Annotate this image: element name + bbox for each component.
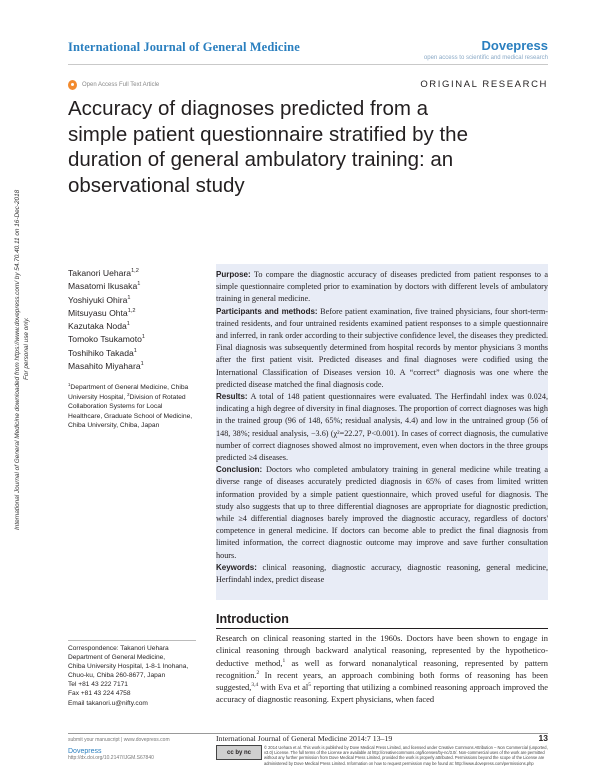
author-affil-sup: 1,2 [127, 308, 136, 315]
results-label: Results: [216, 392, 248, 402]
keywords-label: Keywords: [216, 562, 257, 572]
author-affil-sup: 1,2 [131, 268, 139, 275]
header-rule [68, 64, 548, 65]
introduction-heading: Introduction [216, 612, 289, 626]
intro-text-1: Research on clinical reasoning started in the 1960s. Doctors have been shown to engage in clinical reasoning through backward analytical reasoning, represented by the hypothetico-deductive method, [216, 633, 548, 668]
affil-text-2: Division of Rotated Collaboration Systems for Local Healthcare, Graduate School of Medicine, Chiba University, Chiba, Japan [68, 393, 193, 429]
correspondence-hospital: Chiba University Hospital, 1-8-1 Inohana, [68, 663, 189, 671]
author-name: Yoshiyuki Ohira [68, 294, 128, 305]
author-name: Masahito Miyahara [68, 361, 141, 372]
abstract-participants [216, 306, 548, 391]
abstract-conclusion [216, 464, 548, 562]
author-name: Tomoko Tsukamoto [68, 334, 142, 345]
author-item [68, 347, 145, 360]
abstract-keywords [216, 562, 548, 586]
correspondence-city: Chuo-ku, Chiba 260-8677, Japan [68, 672, 166, 680]
author-affil-sup: 1 [126, 321, 130, 328]
footer-publisher [68, 748, 154, 761]
author-item [68, 333, 145, 346]
intro-text-5: reporting that utilizing a combined reasoning approach improved the accuracy of diagnostic reasoning. Expert physicians, when faced [216, 682, 549, 705]
cc-license-badge[interactable]: cc by nc [216, 745, 262, 760]
purpose-text: To compare the diagnostic accuracy of diseases predicted from patient responses to a simple questionnaire completed prior to examination by doctors with different levels of ambulatory training in general medicine. [216, 270, 548, 304]
intro-text-4: with Eva et al [258, 682, 309, 693]
correspondence [68, 644, 208, 708]
introduction-body [216, 632, 548, 706]
submit-link[interactable]: submit your manuscript | www.dovepress.com [68, 737, 170, 743]
participants-text: Before patient examination, five trained physicians, four short-term-trained residents, and four untrained residents examined patient responses to a simple questionnaire and inferred, in rank order according to their subjective confidence level, the diseases they predicted. Final diagnosis was subsequently determined from hospital records by mentor physicians 3 months after the first patient visit. Predicted diseases and final diagnoses were codified using the International Classification of Diseases version 10. A “correct” diagnosis was one where the predicted disease matched the final diagnosis code. [216, 306, 548, 389]
introduction-rule [216, 628, 548, 629]
author-item [68, 294, 145, 307]
author-affil-sup: 1 [127, 294, 131, 301]
author-name: Takanori Uehara [68, 268, 132, 278]
intro-ref-4[interactable]: 5 [308, 682, 312, 689]
correspondence-dept: Department of General Medicine, [68, 654, 166, 662]
correspondence-name: Correspondence: Takanori Uehara [68, 645, 169, 652]
affil-sup-1: 1 [68, 381, 71, 387]
intro-text-3: In recent years, an approach combining both forms of reasoning has been suggested, [216, 669, 548, 693]
author-item [68, 360, 145, 373]
author-affil-sup: 1 [140, 361, 144, 368]
abstract-purpose [216, 269, 548, 306]
author-name: Mitsuyasu Ohta [68, 307, 128, 318]
publisher-logo [482, 38, 548, 53]
open-access-label: Open Access Full Text Article [82, 82, 160, 88]
download-note [4, 140, 30, 540]
abstract-results [216, 391, 548, 464]
participants-label: Participants and methods: [216, 306, 318, 316]
affiliations [68, 383, 196, 431]
intro-ref-3[interactable]: 3,4 [251, 682, 259, 689]
conclusion-label: Conclusion: [216, 465, 263, 475]
correspondence-tel: Tel +81 43 222 7171 [68, 681, 128, 689]
open-access-badge [68, 80, 159, 90]
author-item [68, 307, 145, 320]
footer-doi[interactable]: http://dx.doi.org/10.2147/IJGM.S67840 [68, 755, 154, 761]
abstract-box [216, 264, 548, 600]
author-name: Kazutaka Noda [68, 321, 127, 332]
results-text: A total of 148 patient questionnaires were evaluated. The Herfindahl index was 0.024, indicating a high degree of diversity in final diagnoses. The proportion of correct diagnoses was high in the trained group (96 of 148, 65%; residual analysis, 4.4) and low in the untrained group (56 of 148, 38%; residual analysis, −3.6) (χ²=22.27, P<0.001). In cases of correct diagnosis, the cumulative number of correct diagnoses showed almost no improvement, even when doctors in the three groups predicted ≥4 diseases. [216, 392, 548, 463]
author-affil-sup: 1 [141, 334, 145, 341]
affil-text-1: Department of General Medicine, Chiba University Hospital, [68, 384, 189, 401]
download-note-line1: International Journal of General Medicine downloaded from https://www.dovepress.com/ by 54.70.40.11 on 16-Dec-2018 [14, 189, 21, 530]
correspondence-email[interactable]: Email takanori.u@nifty.com [68, 699, 148, 707]
intro-ref-2[interactable]: 2 [256, 670, 260, 677]
author-item [68, 280, 145, 293]
open-access-icon [68, 80, 77, 90]
author-item [68, 320, 145, 333]
author-affil-sup: 1 [137, 281, 141, 288]
purpose-label: Purpose: [216, 270, 251, 279]
publisher-tagline: open access to scientific and medical research [423, 55, 548, 61]
keywords-text: clinical reasoning, diagnostic accuracy, diagnostic reasoning, general medicine, Herfindahl index, predict disease [216, 562, 548, 585]
footer-citation: International Journal of General Medicine 2014:7 13–19 [216, 734, 393, 743]
download-note-line2: For personal use only. [23, 317, 30, 380]
conclusion-text: Doctors who completed ambulatory training in general medicine while treating a diverse range of diseases accurately predicted diagnosis in 65% of cases from limited written information provided by a simple patient questionnaire, which proved useful for diagnosis. The study also suggests that up to three differential diagnoses are appropriate for diagnostic prediction, while ≥4 differential diagnoses barely improved the diagnostic accuracy, regardless of doctors' competence in general medicine. If doctors can become able to predict the final diagnosis from limited information, the correct diagnostic outcome may improve and save further consultation hours. [216, 465, 548, 560]
author-list [68, 267, 145, 373]
author-item [68, 267, 145, 280]
author-affil-sup: 1 [133, 347, 137, 354]
intro-ref-1[interactable]: 1 [282, 657, 286, 664]
affil-sup-2: 2 [127, 391, 130, 397]
correspondence-rule [68, 640, 196, 641]
publisher-name: Dovepress [481, 38, 548, 53]
article-title: Accuracy of diagnoses predicted from a simple patient questionnaire stratified by the duration of general ambulatory training: an observational study [68, 97, 468, 197]
license-text: © 2014 Uehara et al. This work is published by Dove Medical Press Limited, and licensed under Creative Commons Attribution – Non Commercial (unported, v3.0) License. The full terms of the License are available at http://creativecommons.org/licenses/by-nc/3.0/. Non-commercial uses of the work are permitted without any further permission from Dove Medical Press Limited, provided the work is properly attributed. Permissions beyond the scope of the License are administered by Dove Medical Press Limited. Information on how to request permission may be found at: http://www.dovepress.com/permissions.php [264, 745, 548, 766]
article-type: ORIGINAL RESEARCH [420, 79, 548, 90]
correspondence-fax: Fax +81 43 224 4758 [68, 690, 131, 698]
page-number: 13 [538, 733, 548, 743]
author-name: Masatomi Ikusaka [68, 281, 138, 292]
author-name: Toshihiko Takada [68, 347, 134, 358]
intro-text-2: as well as forward nonanalytical reasoning, represented by pattern recognition. [216, 657, 548, 680]
journal-name: International Journal of General Medicine [68, 40, 300, 54]
footer-dove-name: Dovepress [68, 748, 102, 755]
